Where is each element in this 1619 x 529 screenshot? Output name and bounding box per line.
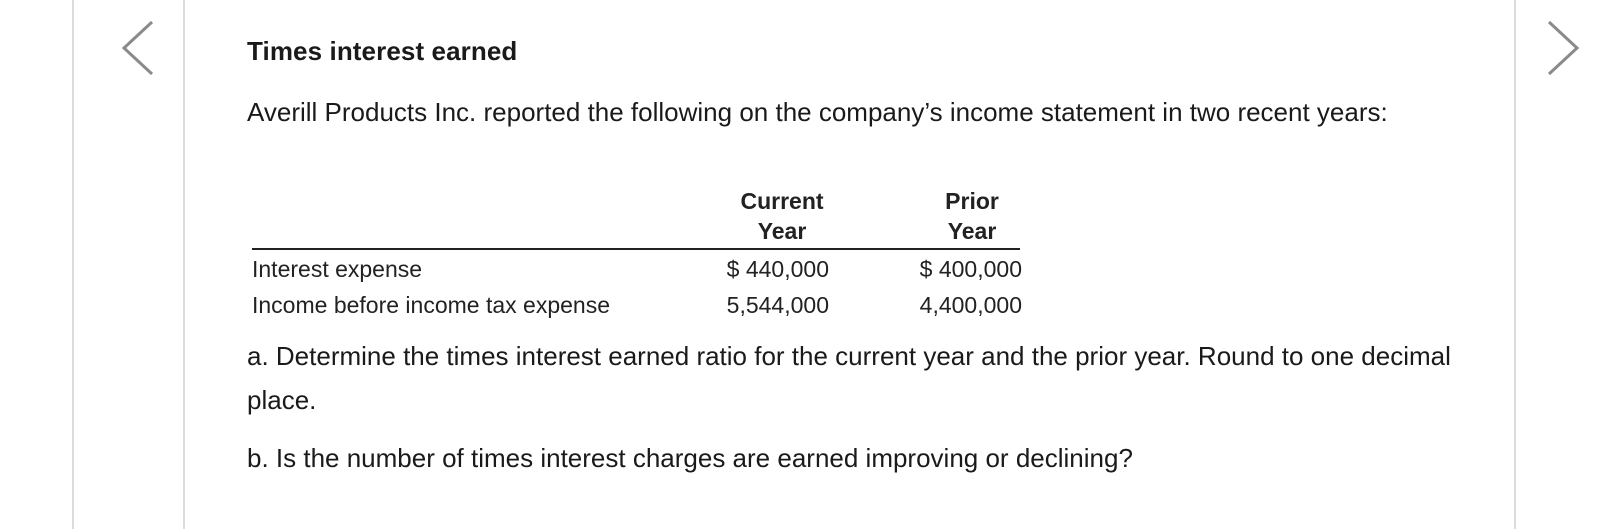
header-rule [252,248,1020,250]
row-label: Interest expense [252,256,423,282]
row-label: Income before income tax expense [252,292,610,318]
chevron-right-icon[interactable] [1543,18,1583,78]
column-header-prior-year: Prior Year [945,188,999,244]
table-row [252,252,1022,286]
problem-title: Times interest earned [247,36,518,66]
prev-nav-gutter [74,0,185,529]
left-rail [0,0,74,529]
problem-intro: Averill Products Inc. reported the following on the company’s income statement in two recent years: [247,97,1388,127]
table-row [252,288,1022,322]
column-header-current-year: Current Year [740,188,824,244]
chevron-left-icon[interactable] [120,18,160,78]
current-year-value: $ 440,000 [726,256,829,282]
prior-year-value: $ 400,000 [919,256,1022,282]
next-nav-gutter [1514,0,1619,529]
current-year-value: 5,544,000 [726,292,829,318]
question-b: b. Is the number of times interest charges are earned improving or declining? [247,443,1133,473]
prior-year-value: 4,400,000 [919,292,1022,318]
question-a: a. Determine the times interest earned ratio for the current year and the prior year. Round to one decimal place. [247,341,1451,415]
